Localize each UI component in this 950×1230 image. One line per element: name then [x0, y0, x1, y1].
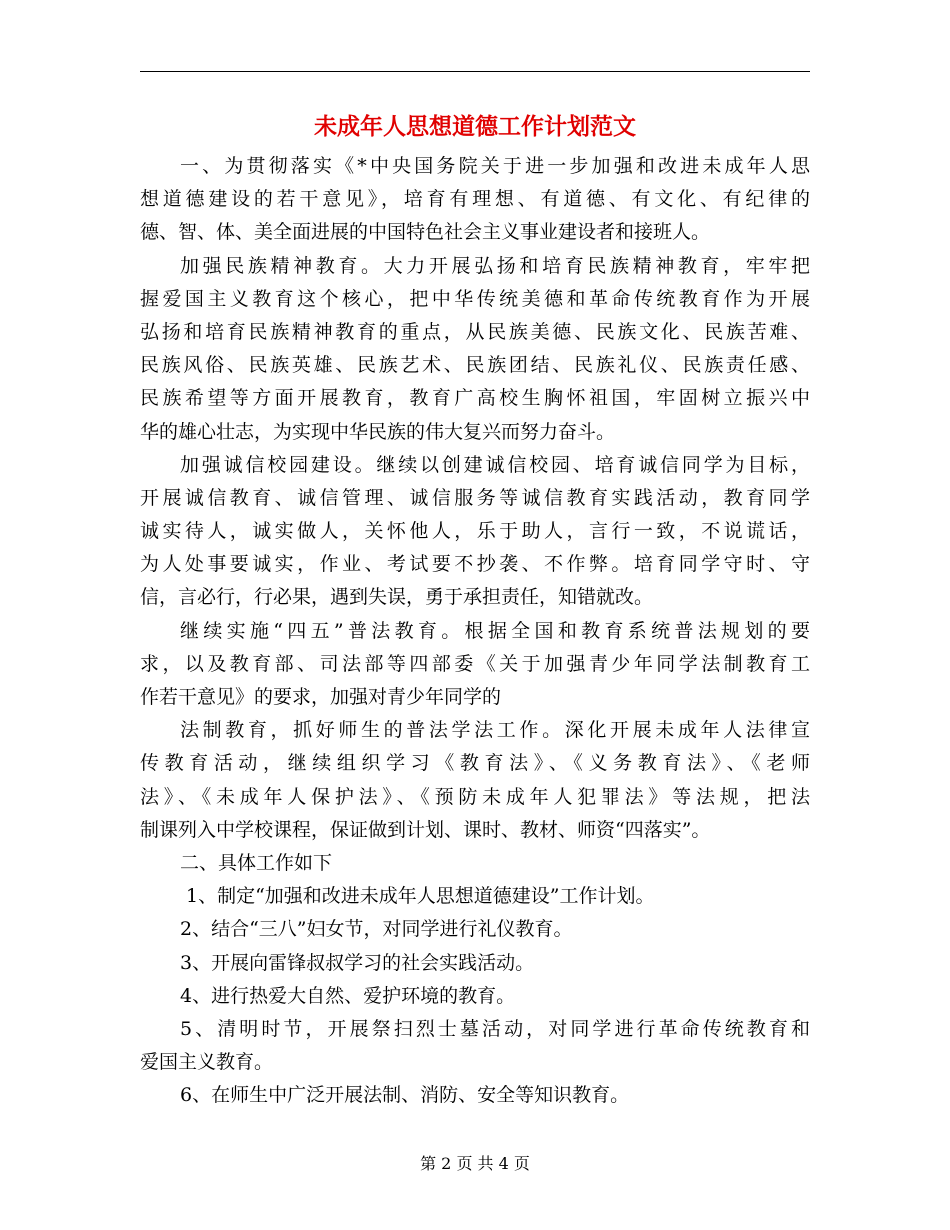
body-line: 弘扬和培育民族精神教育的重点，从民族美德、民族文化、民族苦难、 [140, 320, 810, 343]
body-line: 民族风俗、民族英雄、民族艺术、民族团结、民族礼仪、民族责任感、 [140, 354, 810, 377]
body-line: 求，以及教育部、司法部等四部委《关于加强青少年同学法制教育工 [140, 652, 810, 675]
body-line: 6、在师生中广泛开展法制、消防、安全等知识教育。 [180, 1084, 630, 1107]
body-line: 5、清明时节，开展祭扫烈士墓活动，对同学进行革命传统教育和 [180, 1017, 810, 1040]
body-line: 法制教育，抓好师生的普法学法工作。深化开展未成年人法律宣 [180, 719, 810, 742]
body-line: 民族希望等方面开展教育，教育广高校生胸怀祖国，牢固树立振兴中 [140, 387, 810, 410]
body-line: 一、为贯彻落实《*中央国务院关于进一步加强和改进未成年人思 [180, 155, 810, 177]
body-line: 4、进行热爱大自然、爱护环境的教育。 [180, 984, 516, 1007]
body-line: 爱国主义教育。 [140, 1051, 274, 1074]
body-line: 加强民族精神教育。大力开展弘扬和培育民族精神教育，牢牢把 [180, 254, 810, 277]
body-line: 开展诚信教育、诚信管理、诚信服务等诚信教育实践活动，教育同学 [140, 486, 810, 509]
body-line: 握爱国主义教育这个核心，把中华传统美德和革命传统教育作为开展 [140, 287, 810, 310]
body-line: 诚实待人，诚实做人，关怀他人，乐于助人，言行一致，不说谎话， [140, 520, 810, 543]
body-line: 德、智、体、美全面进展的中国特色社会主义事业建设者和接班人。 [140, 221, 711, 244]
body-line: 想道德建设的若干意见》，培育有理想、有道德、有文化、有纪律的 [140, 188, 810, 211]
document-title: 未成年人思想道德工作计划范文 [314, 113, 636, 140]
body-line: 加强诚信校园建设。继续以创建诚信校园、培育诚信同学为目标， [180, 453, 810, 476]
body-line: 2、结合“三八”妇女节，对同学进行礼仪教育。 [180, 918, 573, 941]
document-body [140, 150, 810, 1112]
page-number: 第 2 页 共 4 页 [420, 1154, 530, 1173]
body-line: 1、制定“加强和改进未成年人思想道德建设”工作计划。 [186, 885, 655, 908]
body-line: 3、开展向雷锋叔叔学习的社会实践活动。 [180, 951, 535, 974]
body-line: 信，言必行，行必果，遇到失误，勇于承担责任，知错就改。 [140, 586, 654, 609]
body-line: 华的雄心壮志，为实现中华民族的伟大复兴而努力奋斗。 [140, 420, 616, 443]
body-line: 法》、《未成年人保护法》、《预防未成年人犯罪法》等法规，把法 [140, 785, 810, 808]
body-line: 为人处事要诚实，作业、考试要不抄袭、不作弊。培育同学守时、守 [140, 553, 810, 576]
body-line: 作若干意见》的要求，加强对青少年同学的 [140, 686, 502, 708]
body-line: 二、具体工作如下 [180, 851, 333, 874]
body-line: 继续实施“四五”普法教育。根据全国和教育系统普法规划的要 [180, 619, 810, 642]
body-line: 制课列入中学校课程，保证做到计划、课时、教材、师资“四落实”。 [140, 818, 711, 841]
body-line: 传教育活动，继续组织学习《教育法》、《义务教育法》、《老师 [140, 752, 810, 775]
header-rule [140, 71, 810, 72]
